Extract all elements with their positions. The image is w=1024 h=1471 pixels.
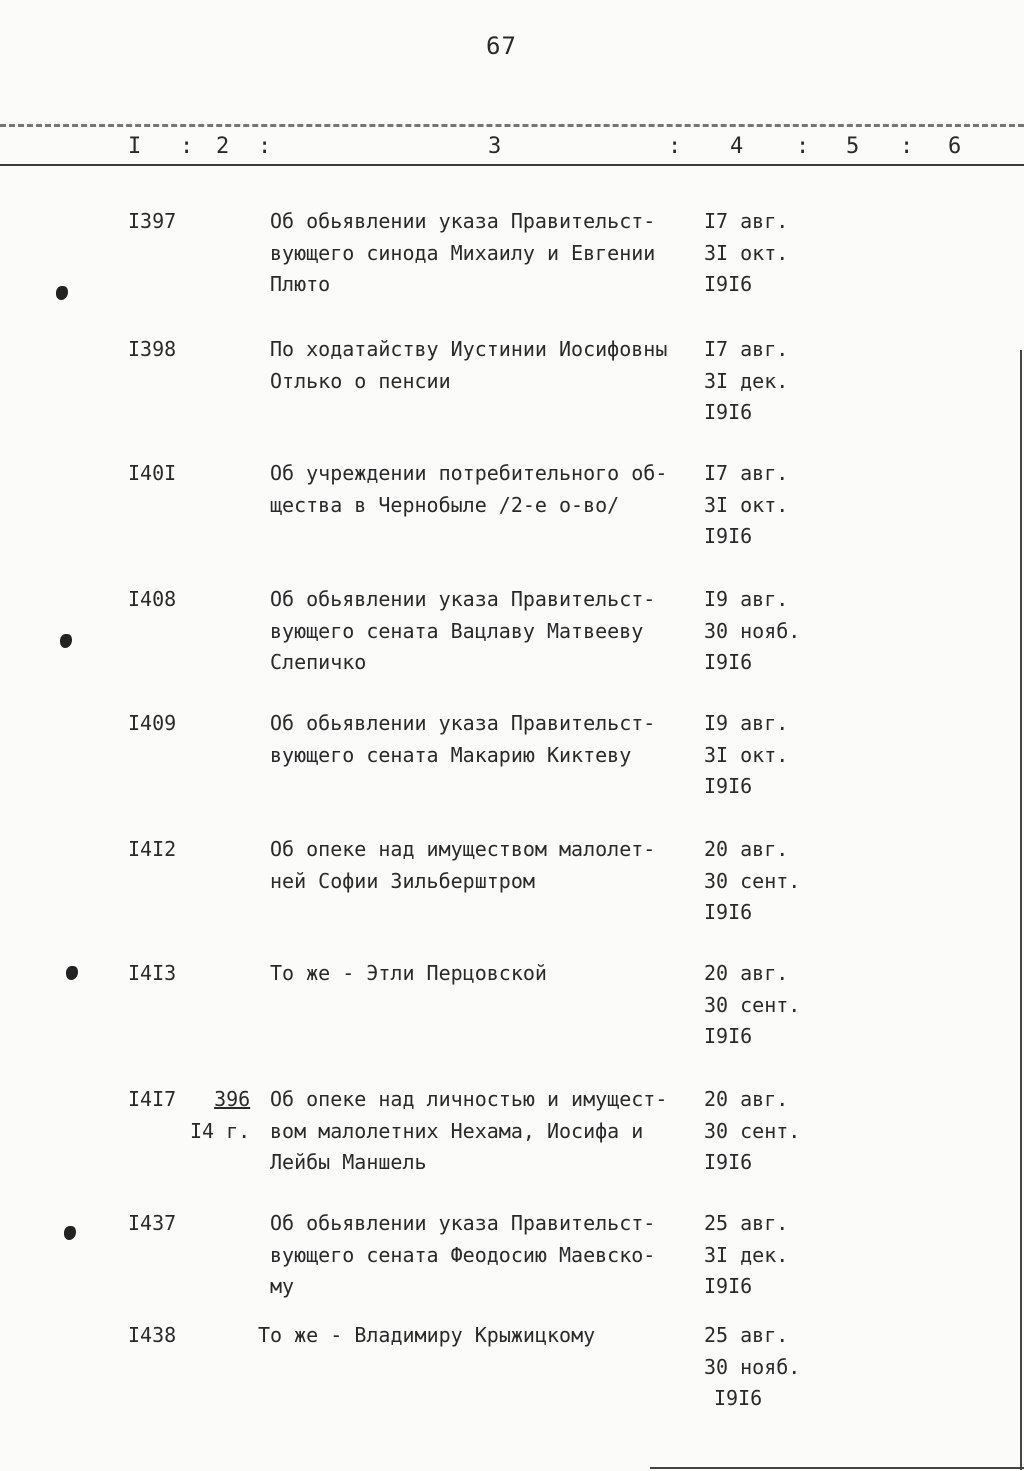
description-line: вом малолетних Нехама, Иосифа и — [270, 1118, 644, 1143]
column-header-separator: : — [180, 134, 194, 159]
entry-number: I397 — [128, 209, 177, 233]
date-line: 20 авг. — [704, 1087, 789, 1111]
sheet-reference-line: 396 — [214, 1087, 251, 1111]
description-line: Слепичко — [270, 650, 367, 674]
entry-dates — [704, 206, 788, 301]
ink-blot — [64, 1226, 76, 1240]
entry-dates — [704, 1320, 800, 1415]
date-line: I7 авг. — [704, 337, 789, 361]
description-line: Об обьявлении указа Правительст- — [270, 587, 656, 611]
date-line: I9I6 — [704, 524, 753, 548]
description-line: вующего синода Михаилу и Евгении — [270, 240, 656, 265]
entry-dates — [704, 458, 788, 553]
description-line: му — [270, 1274, 295, 1298]
entry-dates — [704, 834, 800, 929]
date-line: 30 сент. — [704, 868, 801, 893]
ink-blot — [60, 634, 72, 648]
ink-blot — [66, 966, 78, 980]
description-line: Об обьявлении указа Правительст- — [270, 711, 656, 735]
date-line: I9I6 — [704, 400, 753, 424]
entry-number: I40I — [128, 461, 177, 485]
page-number: 67 — [486, 32, 517, 60]
description-line: То же - Владимиру Крыжицкому — [258, 1323, 596, 1347]
entry-number: I438 — [128, 1323, 177, 1347]
header-top-rule — [0, 124, 1024, 127]
date-line: I9I6 — [704, 1150, 753, 1174]
description-line: Об обьявлении указа Правительст- — [270, 209, 656, 233]
date-line: I7 авг. — [704, 209, 789, 233]
column-header-separator: : — [668, 134, 682, 159]
date-line: I9I6 — [704, 650, 753, 674]
entry-number: I4I7 — [128, 1087, 177, 1111]
entry-description — [270, 584, 700, 679]
date-line: I9 авг. — [704, 587, 789, 611]
sheet-reference-line: I4 г. — [190, 1118, 251, 1143]
date-line: 3I окт. — [704, 240, 789, 265]
entry-dates — [704, 1084, 800, 1179]
entry-description — [270, 1208, 700, 1303]
description-line: Плюто — [270, 272, 331, 296]
date-line: 25 авг. — [704, 1211, 789, 1235]
entry-number: I408 — [128, 587, 177, 611]
description-line: ней Софии Зильберштром — [270, 868, 535, 893]
scan-edge-bottom — [650, 1467, 1024, 1469]
entry-description — [270, 206, 700, 301]
date-line: 30 нояб. — [704, 1354, 801, 1379]
entry-description — [258, 1320, 688, 1352]
date-line: I9I6 — [714, 1386, 763, 1410]
column-header-separator: : — [258, 134, 272, 159]
description-line: вующего сената Вацлаву Матвееву — [270, 618, 644, 643]
entry-description — [270, 834, 700, 897]
column-header-1: I — [128, 134, 142, 159]
entry-number: I437 — [128, 1211, 177, 1235]
entry-description — [270, 458, 700, 521]
entry-sheet-reference — [190, 1084, 250, 1147]
date-line: 3I дек. — [704, 368, 789, 393]
description-line: Отлько о пенсии — [270, 368, 451, 393]
scan-edge-right — [1020, 350, 1022, 1470]
date-line: 30 сент. — [704, 1118, 801, 1143]
entry-number: I4I2 — [128, 837, 177, 861]
entry-description — [270, 334, 700, 397]
entry-dates — [704, 584, 800, 679]
entry-description — [270, 958, 700, 990]
column-header-separator: : — [900, 134, 914, 159]
description-line: щества в Чернобыле /2-е о-во/ — [270, 492, 620, 517]
date-line: I7 авг. — [704, 461, 789, 485]
entry-dates — [704, 708, 788, 803]
column-header-2: 2 — [216, 134, 230, 159]
description-line: Об учреждении потребительного об- — [270, 461, 668, 485]
column-header-5: 5 — [846, 134, 860, 159]
column-header-3: 3 — [488, 134, 502, 159]
description-line: Об опеке над имуществом малолет- — [270, 837, 656, 861]
entry-dates — [704, 1208, 788, 1303]
date-line: 3I дек. — [704, 1242, 789, 1267]
description-line: То же - Этли Перцовской — [270, 961, 547, 985]
date-line: I9I6 — [704, 1024, 753, 1048]
description-line: По ходатайству Иустинии Иосифовны — [270, 337, 668, 361]
date-line: I9 авг. — [704, 711, 789, 735]
column-header-row — [0, 134, 1024, 164]
date-line: I9I6 — [704, 774, 753, 798]
entry-dates — [704, 334, 788, 429]
entry-description — [270, 708, 700, 771]
date-line: I9I6 — [704, 272, 753, 296]
column-header-separator: : — [796, 134, 810, 159]
description-line: Об опеке над личностью и имущест- — [270, 1087, 668, 1111]
date-line: 30 нояб. — [704, 618, 801, 643]
entry-dates — [704, 958, 800, 1053]
date-line: 25 авг. — [704, 1323, 789, 1347]
description-line: Лейбы Маншель — [270, 1150, 427, 1174]
description-line: вующего сената Феодосию Маевско- — [270, 1242, 656, 1267]
entry-number: I398 — [128, 337, 177, 361]
date-line: 3I окт. — [704, 492, 789, 517]
ink-blot — [56, 286, 68, 300]
date-line: 20 авг. — [704, 961, 789, 985]
date-line: I9I6 — [704, 900, 753, 924]
date-line: 3I окт. — [704, 742, 789, 767]
description-line: вующего сената Макарию Киктеву — [270, 742, 632, 767]
date-line: 30 сент. — [704, 992, 801, 1017]
entry-number: I409 — [128, 711, 177, 735]
date-line: I9I6 — [704, 1274, 753, 1298]
column-header-6: 6 — [948, 134, 962, 159]
column-header-4: 4 — [730, 134, 744, 159]
entry-description — [270, 1084, 700, 1179]
header-bottom-rule — [0, 164, 1024, 166]
description-line: Об обьявлении указа Правительст- — [270, 1211, 656, 1235]
entry-number: I4I3 — [128, 961, 177, 985]
date-line: 20 авг. — [704, 837, 789, 861]
